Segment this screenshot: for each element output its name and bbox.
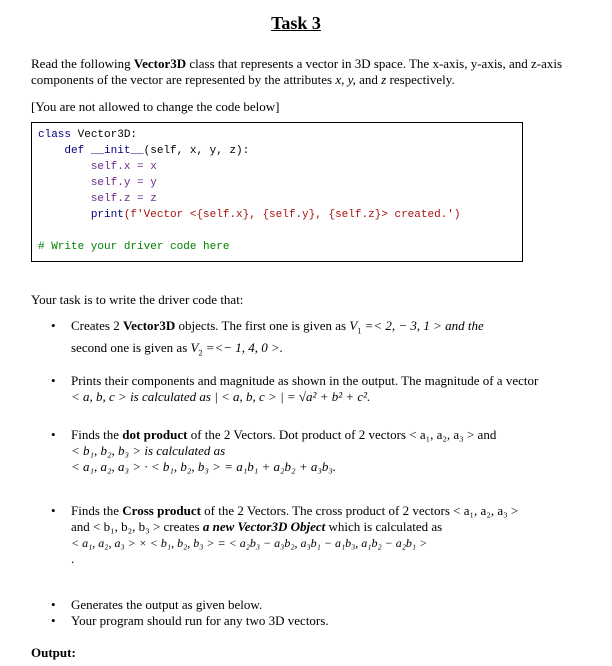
code-fn-init: __init__ [90,145,144,157]
task-intro: Your task is to write the driver code that: [31,292,244,307]
b4-period: . [71,551,75,566]
page-title: Task 3 [271,13,321,33]
code-line4: self.y = y [90,177,157,189]
b3-text-a: Finds the [71,427,123,442]
code-comment: # Write your driver code here [38,241,230,253]
code-line6-str: (f'Vector <{self.x}, {self.y}, {self.z}> created.') [123,209,461,221]
list-item: • Your program should run for any two 3D vectors. [51,613,329,628]
intro-paragraph [31,56,571,88]
code-fn-print: print [90,209,124,221]
task-list-4 [31,503,518,567]
b5-text: Generates the output as given below. [71,597,263,612]
b3-text-c: < b₁, b₂, b₃ > is calculated as [71,443,226,458]
b1-v2: V [190,339,199,355]
b2-text-a: Prints their components and magnitude as shown in the output. The magnitude of a vector [71,373,539,388]
b4-text-b: of the 2 Vectors. The cross product of 2 vectors < a₁, a₂, a₃ > [200,503,519,518]
b2-formula: < a, b, c > is calculated as | < a, b, c > | = √a² + b² + c². [71,389,371,404]
list-item: • Finds the Cross product of the 2 Vectors. The cross product of 2 vectors < a₁, a₂, a₃ > and < b₁, b₂, b₃ > creates a new Vector3D Object which is calculated as < a₁, a₂, a₃ > × < b₁, b₂, b₃ > = < a₂b₃ − a₃b₂, a₃b₁ − a₁b₃, a₁b₂ − a₂b₁ > . [51,503,519,566]
b4-bold: Cross product [122,503,201,518]
b3-bold: dot product [122,427,188,442]
b1-v1: V [349,318,358,333]
task-list-5 [31,597,329,629]
list-item: • Finds the dot product of the 2 Vectors. Dot product of 2 vectors < a₁, a₂, a₃ > and < b₁, b₂, b₃ > is calculated as < a₁, a₂, a₃ > · < b₁, b₂, b₃ > = a₁b₁ + a₂b₂ + a₃b₃. [51,427,497,474]
code-line1: Vector3D: [71,129,138,141]
b4-bold-italic: a new Vector3D Object [202,519,326,534]
b1-text-b: objects. The first one is given as [175,318,350,333]
b1-v2-eq: =<− 1, 4, 0 >. [202,339,284,355]
code-kw-class: class [38,129,72,141]
code-block [31,122,523,262]
intro-text-2: class that represents a vector in 3D space. The x-axis, y-axis, and z-axis components of the vector are represented by the attributes [31,56,563,87]
b4-text-d: which is calculated as [325,519,443,534]
code-line5: self.z = z [90,193,157,205]
list-item: • Creates 2 Vector3D objects. The first one is given as $V_1 =< 2$, − 3, 1 > and the second one is given as $V_2$ =<− 1, 4, 0 >. [51,318,484,358]
code-kw-def: def [64,145,85,157]
output-label: Output: [31,645,76,660]
b3-text-b: of the 2 Vectors. Dot product of 2 vectors < a₁, a₂, a₃ > and [187,427,497,442]
task-list-2 [31,373,538,405]
intro-text-1: Read the following [31,56,134,71]
intro-attrs: x, y, [335,72,356,87]
intro-text-4: respectively. [386,72,455,87]
b1-text-c: second one is given as [71,339,191,355]
intro-attr-z: z [381,72,387,87]
list-item: • Generates the output as given below. [51,597,263,612]
task-list-3 [31,427,496,475]
b4-formula: < a₁, a₂, a₃ > × < b₁, b₂, b₃ > = < a₂b₃ − a₃b₂, a₃b₁ − a₁b₃, a₁b₂ − a₂b₁ > [71,536,428,550]
b1-text-a: Creates 2 [71,318,123,333]
b1-v1-eq: =< 2, − 3, 1 > and the [361,318,484,333]
b3-formula: < a₁, a₂, a₃ > · < b₁, b₂, b₃ > = a₁b₁ + a₂b₂ + a₃b₃. [71,459,337,474]
b4-text-a: Finds the [71,503,123,518]
b6-text: Your program should run for any two 3D vectors. [71,613,329,628]
note-text: [You are not allowed to change the code below] [31,99,280,114]
code-line3: self.x = x [90,161,157,173]
intro-text-3: and [355,72,382,87]
b4-text-c: and < b₁, b₂, b₃ > creates [71,519,203,534]
list-item: • Prints their components and magnitude as shown in the output. The magnitude of a vector < a, b, c > is calculated as | < a, b, c > | = √a² + b² + c². [51,373,539,404]
task-list [31,318,484,361]
code-line2: (self, x, y, z): [143,145,250,157]
intro-class-name: Vector3D [133,56,187,71]
b1-bold: Vector3D [122,318,176,333]
